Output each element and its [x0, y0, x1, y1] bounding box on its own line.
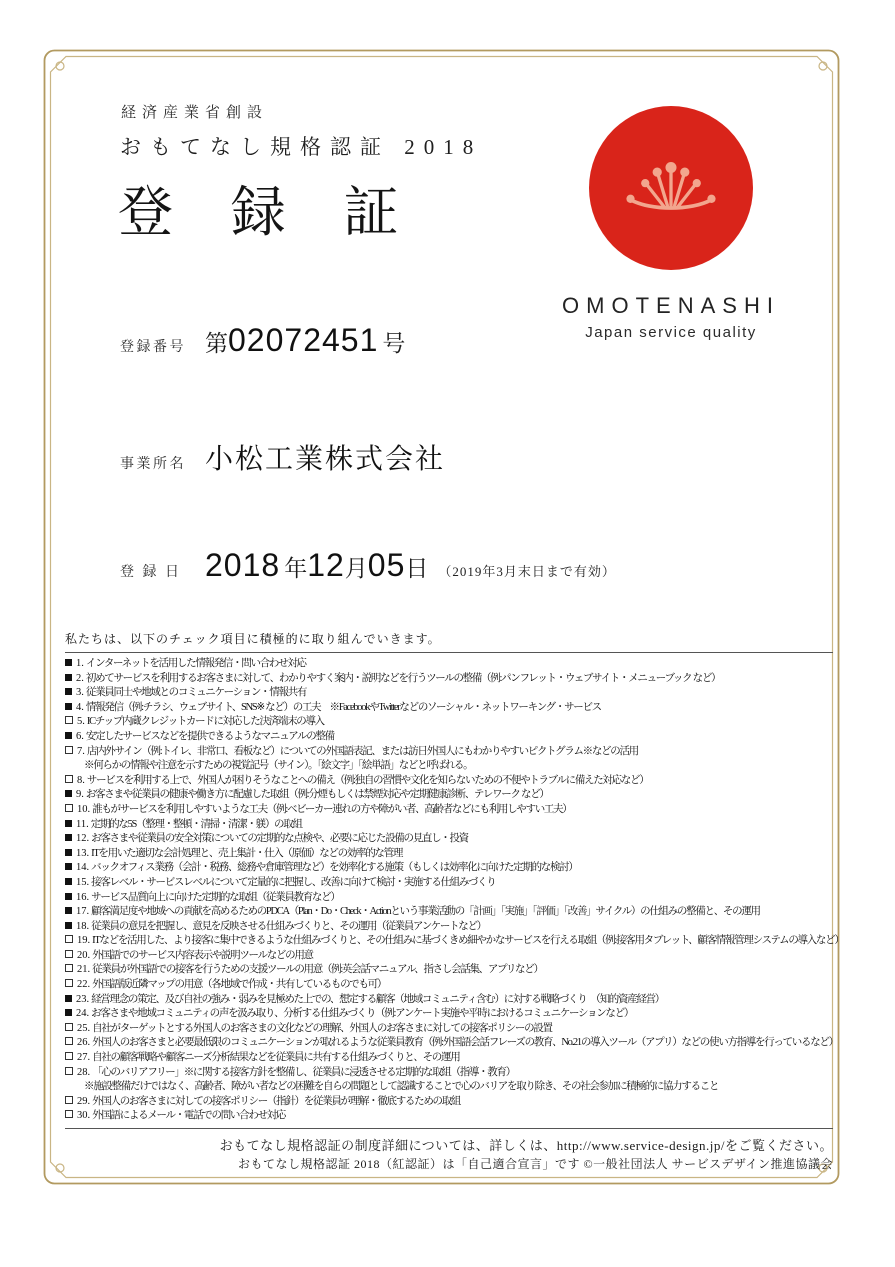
unchecked-checkbox-icon — [65, 1037, 73, 1045]
checklist-item — [65, 993, 845, 1008]
checklist-item-text: 従業員の意見を把握し、意見を反映させる仕組みづくりと、その運用（従業員アンケートなど） — [91, 920, 486, 932]
checklist-item — [65, 949, 845, 964]
checklist-item-note: ※何らかの情報や注意を示すための視覚記号（サイン）。「絵文字」「絵単語」などと呼ばれる。 — [84, 760, 473, 772]
checklist-item — [65, 832, 845, 847]
checklist-item-number: 9. — [76, 789, 84, 801]
registration-number-row — [120, 322, 405, 359]
checklist-item — [65, 1036, 845, 1051]
checked-checkbox-icon — [65, 790, 72, 797]
checklist-item-number: 29. — [77, 1095, 91, 1107]
checklist-item-text: 安定したサービスなどを提供できるようなマニュアルの整備 — [85, 730, 334, 742]
checklist-item-text: ITを用いた適切な会計処理と、売上集計・仕入（原価）などの効率的な管理 — [91, 847, 403, 859]
checklist-item-number: 18. — [76, 920, 90, 932]
unchecked-checkbox-icon — [65, 979, 73, 987]
checklist-item-text: 初めてサービスを利用するお客さまに対して、わかりやすく案内・説明などを行うツールの整備（例:パンフレット・ウェブサイト・メニューブック など） — [85, 672, 721, 684]
unchecked-checkbox-icon — [65, 1067, 73, 1075]
unchecked-checkbox-icon — [65, 716, 73, 724]
checked-checkbox-icon — [65, 849, 72, 856]
registration-number-value: 第02072451 号 — [205, 322, 406, 358]
checklist-item — [65, 788, 845, 803]
registration-number-label: 登録番号 — [120, 340, 186, 355]
checklist-item — [65, 774, 845, 789]
checklist-item — [65, 920, 845, 935]
checklist-item-text: 経営理念の策定、及び自社の強み・弱みを見極めた上での、想定する顧客（地域コミュニティ含む）に対する戦略づくり （知的資産経営） — [91, 993, 665, 1005]
business-name-label: 事業所名 — [120, 457, 186, 472]
logo-red-circle — [589, 106, 753, 270]
checklist-item-number: 8. — [77, 774, 85, 786]
checked-checkbox-icon — [65, 922, 72, 929]
checklist-item — [65, 657, 845, 672]
registration-date-value: 2018 年12月05日 （2019年3月末日まで有効） — [205, 547, 616, 583]
checklist-item — [65, 1007, 845, 1022]
validity-note: （2019年3月末日まで有効） — [438, 564, 616, 579]
issuer-line: 経済産業省創設 — [121, 105, 269, 121]
checklist-item-number: 26. — [77, 1037, 91, 1049]
checklist-item-text: 情報発信（例:チラシ、ウェブサイト、SNS※ など）の工夫 ※FacebookやTwitterなどのソーシャル・ネットワーキング・サービス — [85, 701, 601, 713]
checklist-item-text: 自社がターゲットとする外国人のお客さまの文化などの理解、外国人のお客さまに対しての接客ポリシーの設置 — [92, 1022, 552, 1034]
checklist-item — [65, 818, 845, 833]
checklist-item — [65, 934, 845, 949]
unchecked-checkbox-icon — [65, 746, 73, 754]
checklist-item-text: ICチップ内蔵クレジットカードに対応した決済端末の導入 — [86, 716, 324, 728]
checklist-item — [65, 876, 845, 891]
checklist-item-text: 店内外サイン（例:トイレ、非常口、看板など）についての外国語表記、または訪日外国人にもわかりやすいピクトグラム※などの活用 — [86, 745, 638, 757]
divider-top — [65, 652, 833, 653]
checklist-item-number: 22. — [77, 979, 91, 991]
checked-checkbox-icon — [65, 703, 72, 710]
checklist-item-text: インターネットを活用した情報発信・問い合わせ対応 — [85, 658, 306, 669]
checklist-item-text: 外国人のお客さまと必要最低限のコミュニケーションが取れるような従業員教育（例:外国語会話フレーズの教育、No.21の導入ツール（アプリ）などの使い方指導を行っているなど） — [92, 1037, 838, 1049]
logo-tagline: Japan service quality — [585, 324, 757, 341]
checklist-item-note: ※施設整備だけではなく、高齢者、障がい者などの困難を自らの問題として認識することで心のバリアを取り除き、その社会参加に積極的に協力すること — [84, 1081, 719, 1093]
checklist-item-text: 接客レベル・サービスレベルについて定量的に把握し、改善に向けて検討・実施する仕組みづくり — [91, 876, 496, 888]
checklist-item — [65, 686, 845, 701]
divider-bottom — [65, 1128, 833, 1129]
checklist-item-text: サービスを利用する上で、外国人が困りそうなことへの備え（例:独自の習慣や文化を知らないための不便やトラブルに備えた対応など） — [86, 774, 649, 786]
unchecked-checkbox-icon — [65, 935, 73, 943]
checklist-item — [65, 978, 845, 993]
plum-stamen-icon — [625, 158, 717, 216]
checklist-item-number: 12. — [76, 833, 90, 845]
checklist-item-text: 誰もがサービスを利用しやすいような工夫（例:ベビーカー連れの方や障がい者、高齢者などにも利用しやすい工夫） — [92, 803, 572, 815]
checklist-item-text: 従業員同士や地域とのコミュニケーション・情報共有 — [85, 687, 307, 699]
business-name-row — [120, 437, 445, 477]
checked-checkbox-icon — [65, 674, 72, 681]
checked-checkbox-icon — [65, 878, 72, 885]
program-line: おもてなし規格認証 2018 — [120, 135, 483, 159]
checklist-item-text: 外国語によるメール・電話での問い合わせ対応 — [92, 1110, 286, 1122]
checklist-item-number: 30. — [77, 1110, 91, 1122]
checklist-item — [65, 1051, 845, 1066]
checklist-item-text: 「心のバリアフリー」※に関する接客方針を整備し、従業員に浸透させる定期的な取組（指導・教育） — [92, 1066, 515, 1078]
checklist-item-text: サービス品質向上に向けた定期的な取組（従業員教育など） — [91, 891, 340, 903]
checked-checkbox-icon — [65, 834, 72, 841]
checklist-item — [65, 730, 845, 745]
omotenashi-logo — [551, 106, 791, 341]
checked-checkbox-icon — [65, 893, 72, 900]
checklist-item-number: 1. — [76, 658, 84, 669]
checklist-item-number: 15. — [76, 876, 90, 888]
checklist-item-text: 外国語でのサービス内容表示や説明ツールなどの用意 — [92, 949, 313, 961]
checklist-item-number: 21. — [77, 964, 91, 976]
checklist-item-text: 自社の顧客戦略や顧客ニーズ分析結果などを従業員に共有する仕組みづくりと、その運用 — [92, 1052, 460, 1064]
checklist-item — [65, 963, 845, 978]
checklist-item-text: 外国人のお客さまに対しての接客ポリシー（指針）を従業員が理解・徹底するための取組 — [92, 1095, 461, 1107]
checklist-item-number: 11. — [76, 818, 89, 830]
checklist-item — [65, 672, 845, 687]
checklist-item-number: 5. — [77, 716, 85, 728]
checklist-item — [65, 1066, 845, 1081]
checklist-item — [65, 701, 845, 716]
checklist-item — [65, 861, 845, 876]
unchecked-checkbox-icon — [65, 1096, 73, 1104]
logo-brand-text: OMOTENASHI — [562, 293, 780, 318]
checklist-item — [65, 891, 845, 906]
checklist-item — [65, 847, 845, 862]
checklist-item-text: ITなどを活用した、より接客に集中できるような仕組みづくりと、その仕組みに基づくきめ細やかなサービスを行える取組（例:接客用タブレット、顧客情報管理システムの導入など） — [92, 935, 844, 947]
checked-checkbox-icon — [65, 995, 72, 1002]
checklist-item-number: 2. — [76, 672, 84, 684]
pledge-intro: 私たちは、以下のチェック項目に積極的に取り組んでいきます。 — [65, 632, 441, 646]
checklist-item-text: お客さまや従業員の安全対策についての定期的な点検や、必要に応じた設備の見直し・投資 — [91, 833, 468, 845]
checklist-item-text: お客さまや従業員の健康や働き方に配慮した取組（例:分煙もしくは禁煙対応や定期健康診断、テレワーク など） — [85, 789, 549, 801]
checklist-item — [65, 1109, 845, 1124]
checklist-item-text: 定期的な5S（整理・整頓・清掃・清潔・躾）の取組 — [90, 818, 302, 830]
checklist-item-number: 27. — [77, 1052, 91, 1064]
checklist-item-number: 3. — [76, 687, 84, 699]
checklist-item-number: 17. — [76, 906, 90, 918]
checklist — [65, 657, 845, 1124]
checklist-item-number: 16. — [76, 891, 90, 903]
checklist-item-number: 23. — [76, 993, 90, 1005]
certificate-title: 登 録 証 — [118, 182, 421, 243]
checklist-item-number: 14. — [76, 862, 90, 874]
unchecked-checkbox-icon — [65, 964, 73, 972]
checked-checkbox-icon — [65, 820, 72, 827]
checklist-item-text: お客さまや地域コミュニティの声を汲み取り、分析する仕組みづくり（例:アンケート実施や平時におけるコミュニケーションなど） — [91, 1008, 634, 1020]
checklist-item-text: バックオフィス業務（会計・税務、総務や倉庫管理など）を効率化する施策（もしくは効率化に向けた定期的な検討） — [91, 862, 578, 874]
unchecked-checkbox-icon — [65, 775, 73, 783]
checklist-item-number: 6. — [76, 730, 84, 742]
checklist-item — [65, 715, 845, 730]
checked-checkbox-icon — [65, 659, 72, 666]
checklist-item — [65, 745, 845, 760]
unchecked-checkbox-icon — [65, 950, 73, 958]
registration-date-row — [120, 547, 616, 584]
checklist-item-number: 7. — [77, 745, 85, 757]
unchecked-checkbox-icon — [65, 1110, 73, 1118]
checklist-item — [65, 1095, 845, 1110]
footer-info-line: おもてなし規格認証の制度詳細については、詳しくは、http://www.service-design.jp/をご覧ください。 — [219, 1138, 833, 1153]
checklist-item-number: 10. — [77, 803, 91, 815]
checklist-item-number: 24. — [76, 1008, 90, 1020]
checklist-item — [65, 905, 845, 920]
checklist-item-number: 25. — [77, 1022, 91, 1034]
checked-checkbox-icon — [65, 863, 72, 870]
footer-copyright-line: おもてなし規格認証 2018（紅認証）は「自己適合宣言」です ©一般社団法人 サービスデザイン推進協議会 — [237, 1157, 833, 1171]
unchecked-checkbox-icon — [65, 1023, 73, 1031]
checked-checkbox-icon — [65, 1009, 72, 1016]
checklist-item-text: 従業員が外国語での接客を行うための支援ツールの用意（例:英会話マニュアル、指さし会話集、アプリなど） — [92, 964, 543, 976]
checklist-item — [65, 1022, 845, 1037]
unchecked-checkbox-icon — [65, 804, 73, 812]
checklist-item-text: 外国語版近隣マップの用意（各地域で作成・共有しているものでも可） — [92, 979, 387, 991]
checked-checkbox-icon — [65, 688, 72, 695]
checked-checkbox-icon — [65, 907, 72, 914]
unchecked-checkbox-icon — [65, 1052, 73, 1060]
checklist-item-number: 4. — [76, 701, 84, 713]
checklist-item-number: 28. — [77, 1066, 91, 1078]
checklist-item-number: 19. — [77, 935, 91, 947]
business-name-value: 小松工業株式会社 — [205, 443, 446, 474]
checklist-item — [65, 803, 845, 818]
checked-checkbox-icon — [65, 732, 72, 739]
registration-date-label: 登 録 日 — [120, 565, 182, 580]
checklist-item-text: 顧客満足度や地域への貢献を高めるためのPDCA（Plan・Do・Check・Actionという事業活動の「計画」「実施」「評価」「改善」サイクル）の仕組みの整備と、その運用 — [91, 906, 760, 918]
checklist-item-number: 20. — [77, 949, 91, 961]
checklist-item-number: 13. — [76, 847, 90, 859]
